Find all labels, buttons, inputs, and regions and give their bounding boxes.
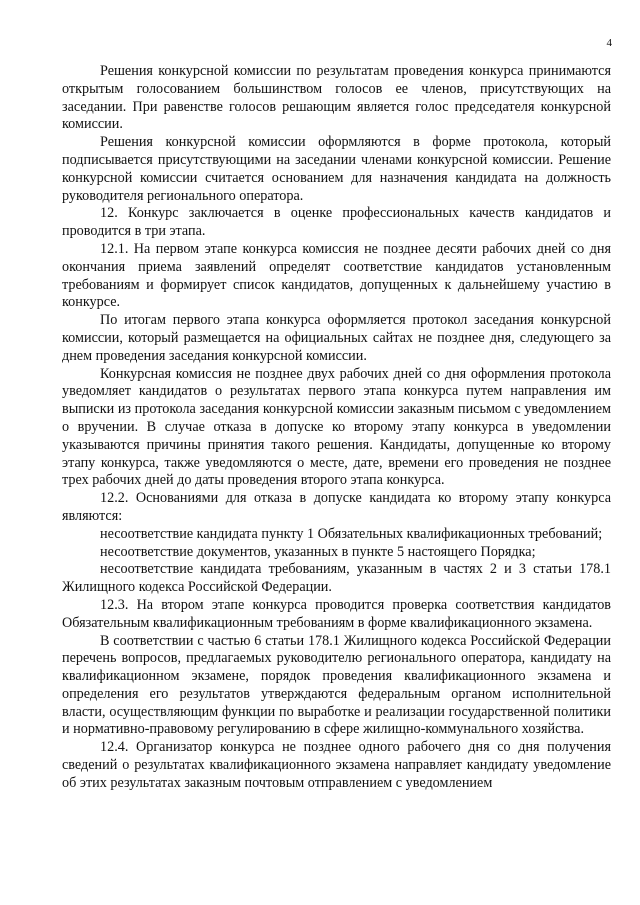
paragraph-item-12-4: 12.4. Организатор конкурса не позднее одного рабочего дня со дня получения сведений о результатах квалификационного экзамена направляет кандидату уведомление об этих результатах заказным почтовым отправлением с уведомлением [62, 739, 611, 791]
paragraph-item-12-2: 12.2. Основаниями для отказа в допуске кандидата ко второму этапу конкурса являются: [62, 490, 611, 524]
paragraph-item-12-1: 12.1. На первом этапе конкурса комиссия не позднее десяти рабочих дней со дня окончания приема заявлений определят соответствие кандидатов установленным требованиям и формирует список кандидатов, допущенных к дальнейшему участию в конкурсе. [62, 240, 611, 311]
paragraph-commission-decisions: Решения конкурсной комиссии по результатам проведения конкурса принимаются открытым голосованием большинством голосов ее членов, присутствующих на заседании. При равенстве голосов решающим является голос председателя конкурсной комиссии. [62, 63, 611, 133]
paragraph-item-12: 12. Конкурс заключается в оценке профессиональных качеств кандидатов и проводится в три этапа. [62, 205, 611, 240]
paragraph-item-12-3: 12.3. На втором этапе конкурса проводится проверка соответствия кандидатов Обязательным квалификационным требованиям в форме квалификационного экзамена. [62, 596, 611, 631]
page-number: 4 [606, 37, 612, 49]
paragraph-exam-regulation: В соответствии с частью 6 статьи 178.1 Жилищного кодекса Российской Федерации перечень вопросов, предлагаемых руководителю регионального оператора, кандидату на квалификационном экзамене, порядок проведения квалификационного экзамена и определения его результатов утверждаются федеральным органом исполнительной власти, осуществляющим функции по выработке и реализации государственной политики и нормативно-правовому регулированию в сфере жилищно-коммунального хозяйства. [62, 632, 611, 738]
paragraph-first-stage-results: По итогам первого этапа конкурса оформляется протокол заседания конкурсной комиссии, который размещается на официальных сайтах не позднее дня, следующего за днем проведения заседания конкурсной комиссии. [62, 312, 611, 364]
paragraph-protocol-form: Решения конкурсной комиссии оформляются в форме протокола, который подписывается присутствующими на заседании членами конкурсной комиссии. Решение конкурсной комиссии считается основанием для назначения кандидата на должность руководителя регионального оператора. [62, 134, 611, 204]
document-body [62, 63, 611, 793]
paragraph-candidate-notification: Конкурсная комиссия не позднее двух рабочих дней со дня оформления протокола уведомляет кандидатов о результатах первого этапа конкурса путем направления им выписки из протокола заседания конкурсной комиссии заказным письмом с уведомлением о вручении. В случае отказа в допуске ко второму этапу конкурса в уведомлении указываются причины принятия такого решения. Кандидаты, допущенные ко второму этапу конкурса, также уведомляются о месте, дате, времени его проведения не позднее трех рабочих дней до даты проведения второго этапа конкурса. [62, 365, 611, 489]
paragraph-refusal-reason-1: несоответствие кандидата пункту 1 Обязательных квалификационных требований; [100, 525, 603, 542]
paragraph-refusal-reason-2: несоответствие документов, указанных в пункте 5 настоящего Порядка; [100, 543, 536, 560]
paragraph-refusal-reason-3: несоответствие кандидата требованиям, указанным в частях 2 и 3 статьи 178.1 Жилищного кодекса Российской Федерации. [62, 561, 611, 596]
